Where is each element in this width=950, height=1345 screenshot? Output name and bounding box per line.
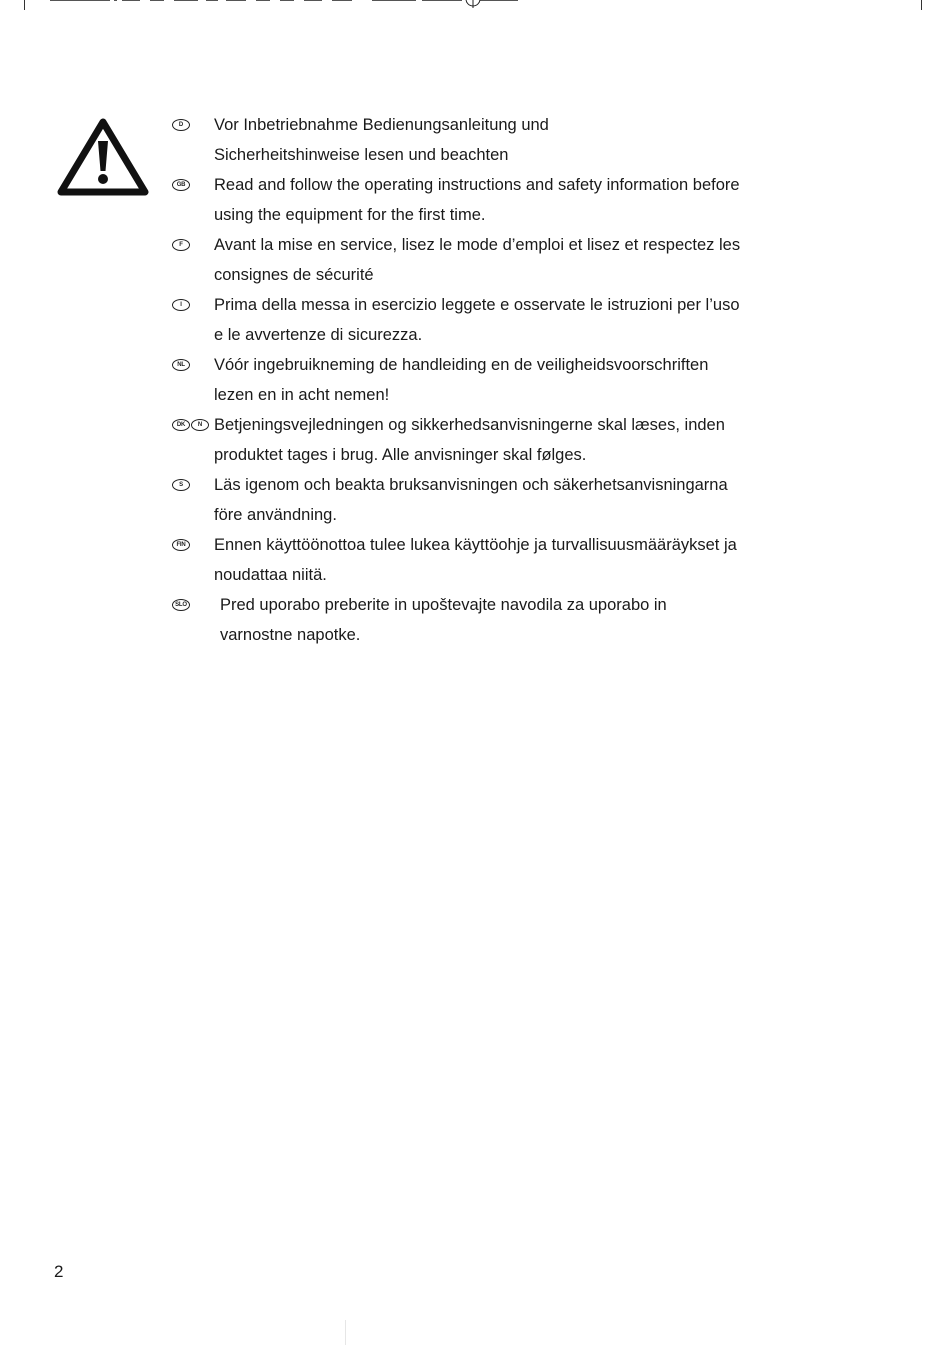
notice-slo — [0, 590, 950, 650]
notice-line: före användning. — [214, 506, 337, 524]
notice-gb — [0, 170, 950, 230]
notice-line: produktet tages i brug. Alle anvisninger skal følges. — [214, 446, 587, 464]
notice-line: varnostne napotke. — [220, 626, 361, 644]
notice-line: Avant la mise en service, lisez le mode d’emploi et lisez et respectez les — [214, 236, 741, 254]
language-badges — [172, 359, 190, 371]
lang-badge-icon: DK — [172, 419, 190, 431]
notice-text — [214, 110, 774, 170]
notice-nl — [0, 350, 950, 410]
notice-f — [0, 230, 950, 290]
notice-text — [214, 470, 774, 530]
language-badges — [172, 419, 209, 431]
bottom-trim-mark — [345, 1320, 346, 1345]
notice-line: Prima della messa in esercizio leggete e osservate le istruzioni per l’uso — [214, 296, 740, 314]
notice-line: Read and follow the operating instructions and safety information before — [214, 176, 740, 194]
language-badges — [172, 299, 190, 311]
lang-badge-icon: S — [172, 479, 190, 491]
notice-line: Läs igenom och beakta bruksanvisningen och säkerhetsanvisningarna — [214, 476, 728, 494]
lang-badge-icon: NL — [172, 359, 190, 371]
notice-line: Ennen käyttöönottoa tulee lukea käyttöohje ja turvallisuusmääräykset ja — [214, 536, 737, 554]
lang-badge-icon: F — [172, 239, 190, 251]
notice-line: Sicherheitshinweise lesen und beachten — [214, 146, 509, 164]
safety-notice-list — [0, 110, 950, 650]
notice-line: Pred uporabo preberite in upoštevajte navodila za uporabo in — [220, 596, 667, 614]
notice-dk-n — [0, 410, 950, 470]
notice-line: e le avvertenze di sicurezza. — [214, 326, 423, 344]
notice-line: Betjeningsvejledningen og sikkerhedsanvisningerne skal læses, inden — [214, 416, 725, 434]
language-badges — [172, 239, 190, 251]
notice-line: consignes de sécurité — [214, 266, 374, 284]
notice-text — [214, 410, 774, 470]
lang-badge-icon: SLO — [172, 599, 190, 611]
language-badges — [172, 119, 190, 131]
notice-text — [214, 290, 774, 350]
notice-fin — [0, 530, 950, 590]
notice-text — [214, 230, 774, 290]
notice-s — [0, 470, 950, 530]
notice-text — [220, 590, 780, 650]
notice-text — [214, 170, 774, 230]
language-badges — [172, 179, 190, 191]
notice-line: noudattaa niitä. — [214, 566, 327, 584]
registration-mark-icon — [464, 0, 482, 8]
crop-mark-left — [24, 0, 25, 10]
crop-mark-right — [921, 0, 922, 10]
lang-badge-icon: N — [191, 419, 209, 431]
notice-line: lezen en in acht nemen! — [214, 386, 390, 404]
notice-text — [214, 530, 774, 590]
lang-badge-icon: GB — [172, 179, 190, 191]
notice-line: using the equipment for the first time. — [214, 206, 486, 224]
notice-i — [0, 290, 950, 350]
notice-text — [214, 350, 774, 410]
lang-badge-icon: FIN — [172, 539, 190, 551]
language-badges — [172, 539, 190, 551]
lang-badge-icon: I — [172, 299, 190, 311]
language-badges — [172, 599, 190, 611]
page-number: 2 — [54, 1262, 64, 1281]
language-badges — [172, 479, 190, 491]
lang-badge-icon: D — [172, 119, 190, 131]
print-slug-strip — [50, 0, 520, 4]
notice-line: Vor Inbetriebnahme Bedienungsanleitung und — [214, 116, 549, 134]
notice-de — [0, 110, 950, 170]
notice-line: Vóór ingebruikneming de handleiding en de veiligheidsvoorschriften — [214, 356, 709, 374]
